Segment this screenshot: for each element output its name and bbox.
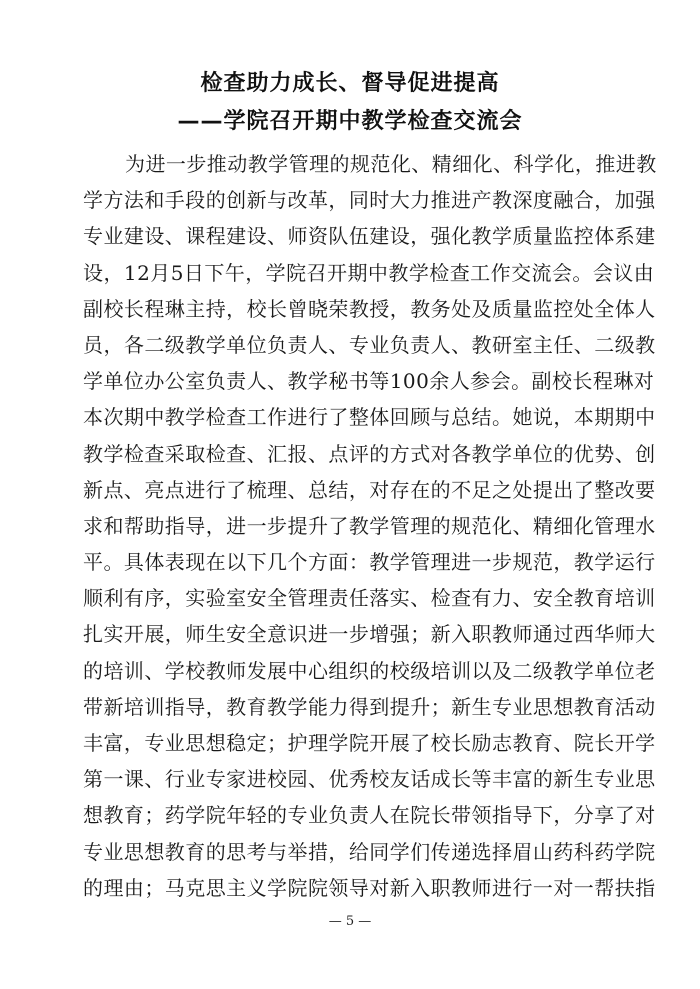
body-line: 第一课、行业专家进校园、优秀校友话成长等丰富的新生专业思 [83, 767, 656, 792]
body-line: 扎实开展，师生安全意识进一步增强；新入职教师通过西华师大 [83, 622, 656, 647]
body-line: 教学检查采取检查、汇报、点评的方式对各教学单位的优势、创 [83, 441, 656, 466]
body-line: 专业思想教育的思考与举措，给同学们传递选择眉山药科药学院 [83, 839, 656, 864]
body-line: 的理由；马克思主义学院院领导对新入职教师进行一对一帮扶指 [83, 875, 656, 900]
body-line: 丰富，专业思想稳定；护理学院开展了校长励志教育、院长开学 [83, 731, 656, 755]
body-line: 新点、亮点进行了梳理、总结，对存在的不足之处提出了整改要 [83, 477, 656, 502]
body-line: 的培训、学校教师发展中心组织的校级培训以及二级教学单位老 [83, 658, 656, 683]
body-line: 设，12月5日下午，学院召开期中教学检查工作交流会。会议由 [83, 260, 655, 285]
body-line: 求和帮助指导，进一步提升了教学管理的规范化、精细化管理水 [83, 513, 656, 538]
article-body [83, 146, 657, 906]
page-number: — 5 — [328, 914, 372, 929]
body-line: 专业建设、课程建设、师资队伍建设，强化教学质量监控体系建 [83, 224, 656, 249]
article-subtitle: ——学院召开期中教学检查交流会 [177, 109, 523, 134]
article-title: 检查助力成长、督导促进提高 [200, 71, 500, 96]
body-line: 带新培训指导，教育教学能力得到提升；新生专业思想教育活动 [83, 694, 656, 719]
body-line: 为进一步推动教学管理的规范化、精细化、科学化，推进教 [125, 152, 657, 176]
body-line: 平。具体表现在以下几个方面：教学管理进一步规范，教学运行 [83, 550, 656, 575]
body-line: 副校长程琳主持，校长曾晓荣教授，教务处及质量监控处全体人 [83, 296, 656, 321]
body-line: 学单位办公室负责人、教学秘书等100余人参会。副校长程琳对 [83, 369, 655, 394]
body-line: 本次期中教学检查工作进行了整体回顾与总结。她说，本期期中 [83, 405, 656, 430]
body-line: 学方法和手段的创新与改革，同时大力推进产教深度融合，加强 [83, 188, 656, 213]
body-line: 想教育；药学院年轻的专业负责人在院长带领指导下，分享了对 [83, 803, 656, 828]
body-line: 员，各二级教学单位负责人、专业负责人、教研室主任、二级教 [83, 332, 656, 357]
body-line: 顺利有序，实验室安全管理责任落实、检查有力、安全教育培训 [83, 586, 656, 611]
